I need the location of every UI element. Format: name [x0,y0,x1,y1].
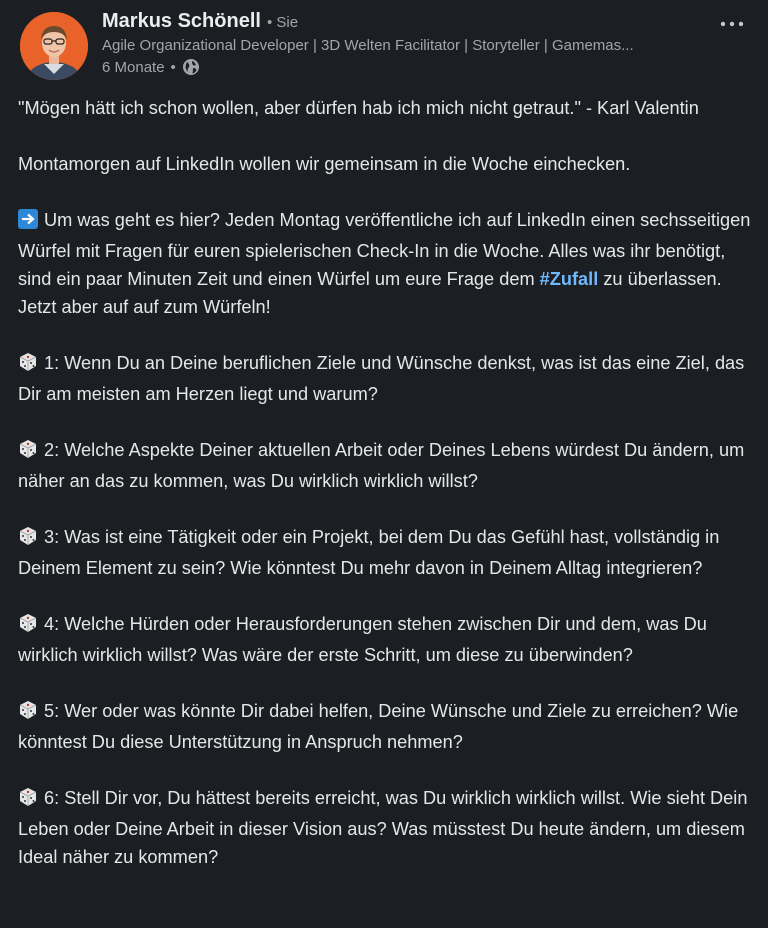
post-intro: Montamorgen auf LinkedIn wollen wir gemeinsam in die Woche einchecken. [18,154,631,174]
question-text: 4: Welche Hürden oder Herausforderungen stehen zwischen Dir und dem, was Du wirklich wirklich willst? Was wäre der erste Schritt, um diese zu überwinden? [18,614,707,665]
avatar-portrait-icon [20,12,88,80]
question-3 [18,523,753,582]
more-options-button[interactable] [716,10,748,38]
dice-icon [18,526,38,554]
question-2 [18,436,753,495]
post-header [20,10,748,84]
dice-icon [18,700,38,728]
explanation-text: Um was geht es hier? Jeden Montag veröffentliche ich auf LinkedIn einen sechsseitigen Würfel mit Fragen für euren spielerischen Check-In in die Woche. Alles was ihr benötigt, sind ein paar Minuten Zeit und einen Würfel um eure Frage dem [18,210,751,289]
post-meta [102,10,688,76]
question-text: 3: Was ist eine Tätigkeit oder ein Projekt, bei dem Du das Gefühl hast, vollständig in Deinem Element zu sein? Wie könntest Du mehr davon in Deinem Alltag integrieren? [18,527,720,578]
dice-icon [18,352,38,380]
question-4 [18,610,753,669]
explanation-tail: zu überlassen. Jetzt aber auf auf zum Würfeln! [18,269,722,317]
you-label: • Sie [266,14,299,31]
question-6 [18,784,753,871]
post-time[interactable]: 6 Monate [102,58,165,76]
post-body [18,94,753,871]
question-text: 5: Wer oder was könnte Dir dabei helfen, Deine Wünsche und Ziele zu erreichen? Wie könntest Du diese Unterstützung in Anspruch nehmen? [18,701,739,752]
dice-icon [18,787,38,815]
question-5 [18,697,753,756]
dice-icon [18,439,38,467]
time-separator: • [170,58,176,76]
question-1 [18,349,753,408]
post-explanation [18,206,753,321]
avatar[interactable] [20,12,88,80]
post-quote: "Mögen hätt ich schon wollen, aber dürfen hab ich mich nicht getraut." - Karl Valentin [18,98,699,118]
dice-icon [18,613,38,641]
post-time-row [102,58,688,76]
author-name-row [102,10,688,33]
author-name[interactable]: Markus Schönell [102,10,261,32]
question-text: 2: Welche Aspekte Deiner aktuellen Arbeit oder Deines Lebens würdest Du ändern, um näher an das zu kommen, was Du wirklich wirklich willst? [18,440,745,491]
question-text: 1: Wenn Du an Deine beruflichen Ziele und Wünsche denkst, was ist das eine Ziel, das Dir am meisten am Herzen liegt und warum? [18,353,745,404]
globe-icon [182,58,200,76]
question-text: 6: Stell Dir vor, Du hättest bereits erreicht, was Du wirklich wirklich willst. Wie sieht Dein Leben oder Deine Arbeit in dieser Vision aus? Was müsstest Du heute ändern, um diesem Ideal näher zu kommen? [18,788,748,867]
arrow-right-icon [18,209,38,237]
author-headline: Agile Organizational Developer | 3D Welten Facilitator | Storyteller | Gamemas... [102,37,634,54]
hashtag-link[interactable]: #Zufall [539,269,599,289]
more-horizontal-icon [719,20,745,28]
